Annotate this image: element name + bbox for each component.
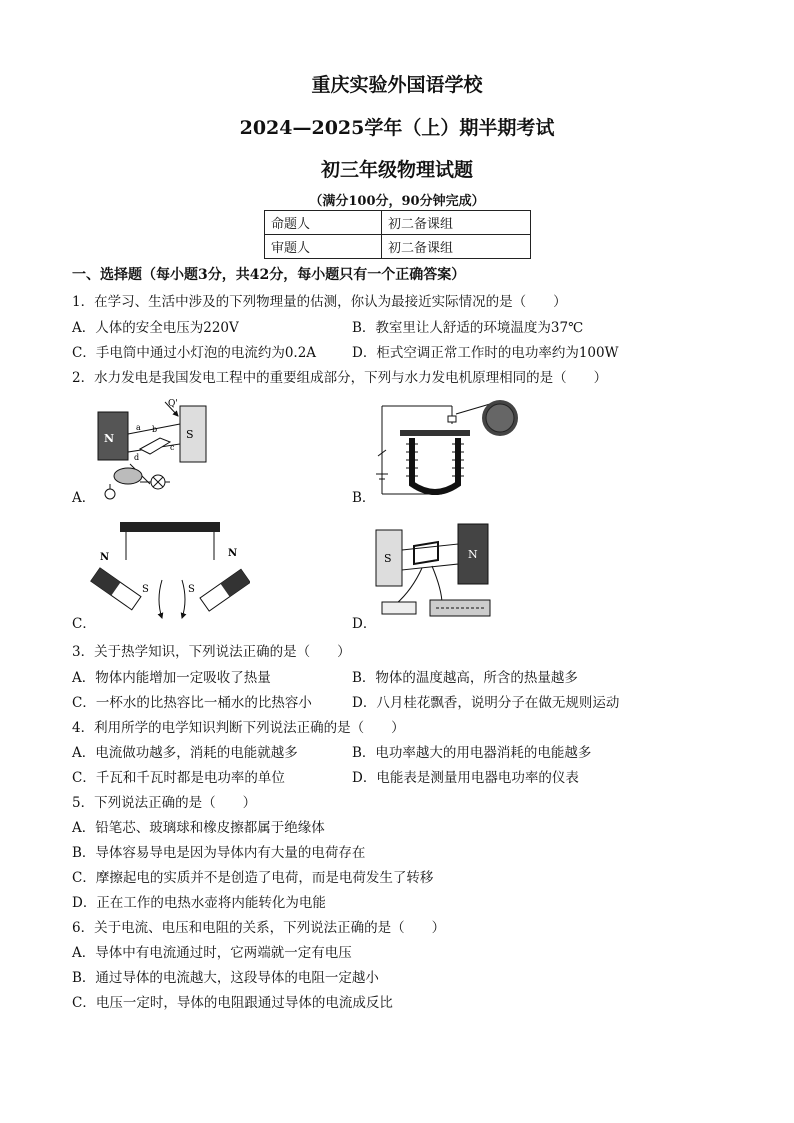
q3-option-b: B．物体的温度越高，所含的热量越多 [352,670,578,686]
figure-label: S [188,584,195,595]
q3-option-c: C．一杯水的比热容比一桶水的比热容小 [72,695,312,711]
figure-label: a [136,423,141,432]
q5-option-a: A．铅笔芯、玻璃球和橡皮擦都属于绝缘体 [72,820,325,836]
question-4-stem: 4．利用所学的电学知识判断下列说法正确的是（ ） [72,720,405,736]
figure-label: d [134,453,140,462]
q4-option-c: C．千瓦和千瓦时都是电功率的单位 [72,770,285,786]
q2-option-d: D． [352,616,377,632]
q2-option-a: A． [72,490,96,506]
question-1-stem: 1．在学习、生活中涉及的下列物理量的估测，你认为最接近实际情况的是（ ） [72,294,567,310]
paper-title: 初三年级物理试题 [320,159,473,181]
question-3-stem: 3．关于热学知识，下列说法正确的是（ ） [72,644,351,660]
figure-b-electromagnet-bell [372,396,522,501]
figure-a-generator [90,394,230,504]
q5-option-d: D．正在工作的电热水壶将内能转化为电能 [72,895,326,911]
table-value: 初二备课组 [382,211,531,235]
school-name: 重庆实验外国语学校 [311,74,483,96]
table-key: 命题人 [265,211,382,235]
figure-label: N [104,432,115,445]
figure-c-magnets [90,520,250,625]
table-row [265,211,531,235]
figure-d-motor [372,520,522,625]
q2-option-c: C． [72,616,96,632]
figure-label: S [186,428,194,441]
figure-label: c [170,443,175,452]
figure-label: N [100,552,110,563]
q5-option-c: C．摩擦起电的实质并不是创造了电荷，而是电荷发生了转移 [72,870,434,886]
figure-label: N [468,548,478,561]
figure-label: N [228,548,238,559]
q5-option-b: B．导体容易导电是因为导体内有大量的电荷存在 [72,845,366,861]
figure-label: b [152,425,158,434]
question-2-stem: 2．水力发电是我国发电工程中的重要组成部分，下列与水力发电机原理相同的是（ ） [72,370,608,386]
exam-title: 2024—2025学年（上）期半期考试 [239,117,555,139]
q3-option-d: D．八月桂花飘香，说明分子在做无规则运动 [352,695,620,711]
q1-option-c: C．手电筒中通过小灯泡的电流约为0.2A [72,345,317,361]
table-row [265,235,531,259]
question-6-stem: 6．关于电流、电压和电阻的关系，下列说法正确的是（ ） [72,920,446,936]
figure-label: S [142,584,149,595]
q6-option-c: C．电压一定时，导体的电阻跟通过导体的电流成反比 [72,995,393,1011]
figure-label: Q' [168,399,178,409]
question-5-stem: 5．下列说法正确的是（ ） [72,795,257,811]
score-note: （满分100分，90分钟完成） [309,194,485,209]
figure-label: S [384,552,392,565]
q6-option-a: A．导体中有电流通过时，它两端就一定有电压 [72,945,352,961]
q1-option-a: A．人体的安全电压为220V [72,320,239,336]
q4-option-a: A．电流做功越多，消耗的电能就越多 [72,745,298,761]
table-key: 审题人 [265,235,382,259]
q3-option-a: A．物体内能增加一定吸收了热量 [72,670,271,686]
author-table [264,210,531,259]
q2-option-b: B． [352,490,376,506]
section-heading: 一、选择题（每小题3分，共42分，每小题只有一个正确答案） [72,267,466,283]
q1-option-b: B．教室里让人舒适的环境温度为37℃ [352,320,584,336]
q4-option-b: B．电功率越大的用电器消耗的电能越多 [352,745,592,761]
q6-option-b: B．通过导体的电流越大，这段导体的电阻一定越小 [72,970,379,986]
q1-option-d: D．柜式空调正常工作时的电功率约为100W [352,345,619,361]
q4-option-d: D．电能表是测量用电器电功率的仪表 [352,770,579,786]
table-value: 初二备课组 [382,235,531,259]
